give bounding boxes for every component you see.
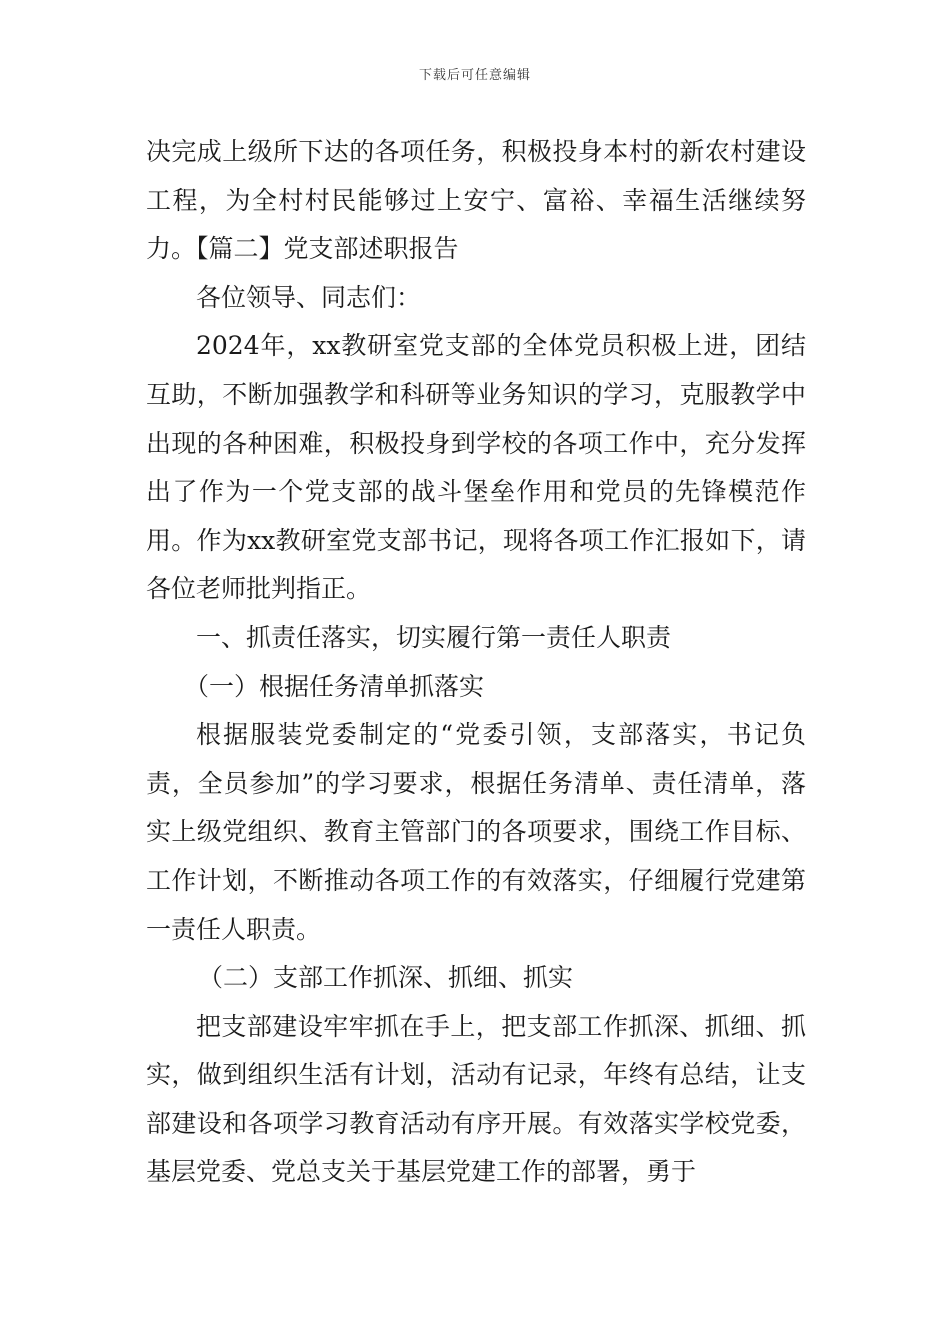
document-body <box>146 128 806 1197</box>
page-header-note: 下载后可任意编辑 <box>418 68 531 83</box>
section-heading-1: 一、抓责任落实，切实履行第一责任人职责 <box>196 622 672 652</box>
paragraph-salutation: 各位领导、同志们： <box>196 282 422 312</box>
paragraph-continuation: 决完成上级所下达的各项任务，积极投身本村的新农村建设工程，为全村村民能够过上安宁、富裕、幸福生活继续努力。【篇二】党支部述职报告 <box>146 137 806 264</box>
paragraph-intro: 2024年，xx教研室党支部的全体党员积极上进，团结互助，不断加强教学和科研等业务知识的学习，克服教学中出现的各种困难，积极投身到学校的各项工作中，充分发挥出了作为一个党支部的战斗堡垒作用和党员的先锋模范作用。作为xx教研室党支部书记，现将各项工作汇报如下，请各位老师批判指正。 <box>146 331 806 604</box>
paragraph-subsection-1: 根据服装党委制定的“党委引领，支部落实，书记负责，全员参加”的学习要求，根据任务清单、责任清单，落实上级党组织、教育主管部门的各项要求，围绕工作目标、工作计划，不断推动各项工作的有效落实，仔细履行党建第一责任人职责。 <box>146 720 806 944</box>
subsection-heading-1: （一）根据任务清单抓落实 <box>184 671 485 701</box>
paragraph-subsection-2: 把支部建设牢牢抓在手上，把支部工作抓深、抓细、抓实，做到组织生活有计划，活动有记录，年终有总结，让支部建设和各项学习教育活动有序开展。有效落实学校党委，基层党委、党总支关于基层党建工作的部署，勇于 <box>146 1011 806 1187</box>
subsection-heading-2: （二）支部工作抓深、抓细、抓实 <box>198 963 574 993</box>
